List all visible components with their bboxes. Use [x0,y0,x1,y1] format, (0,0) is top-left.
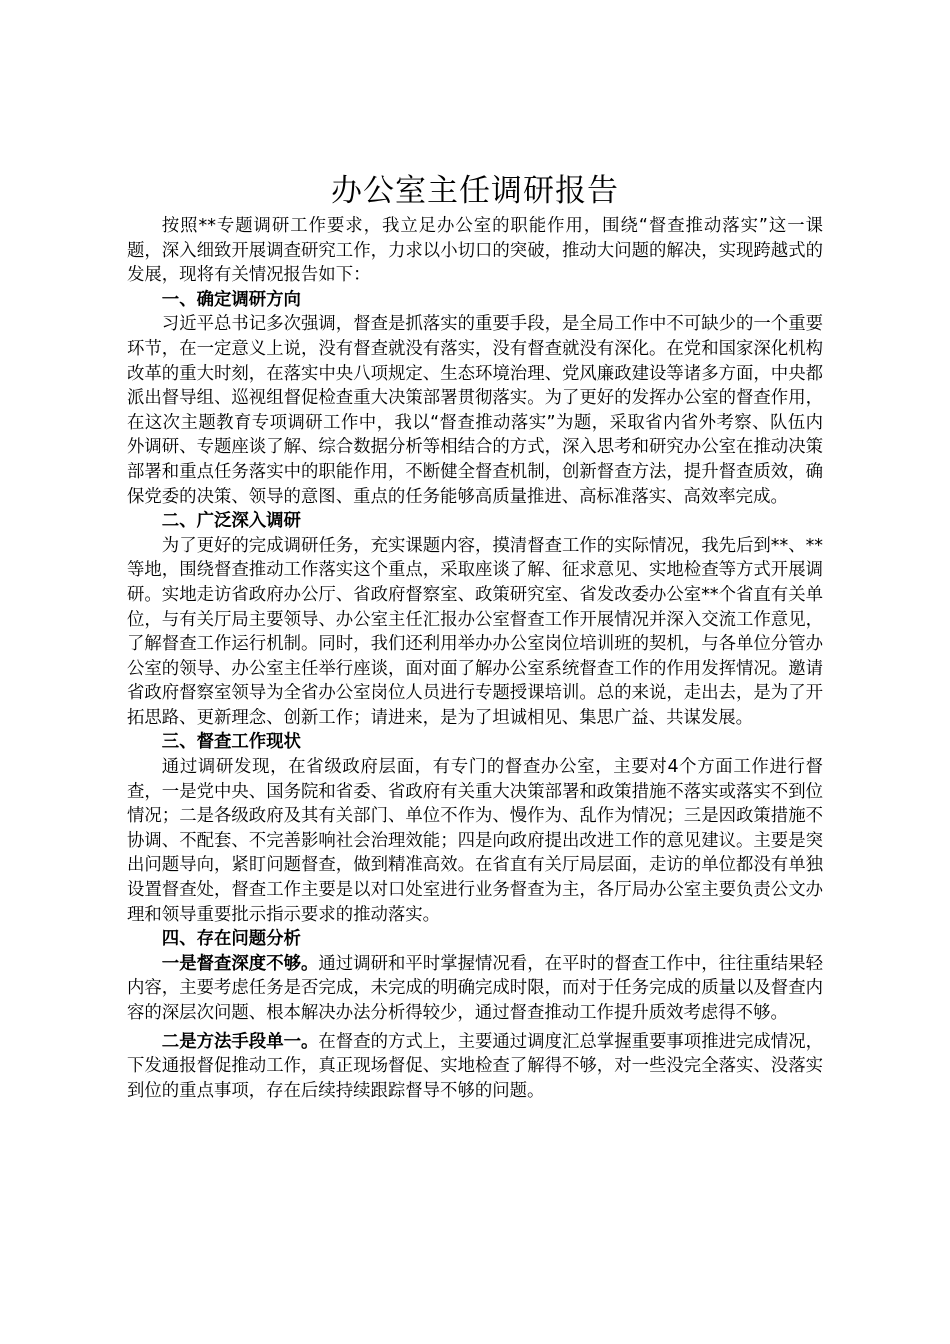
section-2 [127,509,823,730]
problem-text: 在督查的方式上，主要通过调度汇总掌握重要事项推进完成情况，下发通报督促推动工作，真正现场督促、实地检查了解得不够，对一些没完全落实、没落实到位的重点事项，存在后续持续跟踪督导不够的问题。 [127,1031,823,1101]
section-heading: 二、广泛深入调研 [161,511,301,532]
document-page [127,168,823,1103]
section-heading: 一、确定调研方向 [161,289,301,310]
section-paragraph: 习近平总书记多次强调，督查是抓落实的重要手段，是全局工作中不可缺少的一个重要环节，在一定意义上说，没有督查就没有落实，没有督查就没有深化。在党和国家深化机构改革的重大时刻，在落实中央八项规定、生态环境治理、党风廉政建设等诸多方面，中央都派出督导组、巡视组督促检查重大决策部署贯彻落实。为了更好的发挥办公室的督查作用，在这次主题教育专项调研工作中，我以“督查推动落实”为题，采取省内省外考察、队伍内外调研、专题座谈了解、综合数据分析等相结合的方式，深入思考和研究办公室在推动决策部署和重点任务落实中的职能作用，不断健全督查机制，创新督查方法，提升督查质效，确保党委的决策、领导的意图、重点的任务能够高质量推进、高标准落实、高效率完成。 [127,314,823,507]
section-4 [127,927,823,1103]
problem-lead: 一是督查深度不够。 [161,953,319,974]
problem-item [127,1030,823,1104]
section-heading: 四、存在问题分析 [161,929,301,950]
section-paragraph: 为了更好的完成调研任务，充实课题内容，摸清督查工作的实际情况，我先后到**、**等地，围绕督查推动工作落实这个重点，采取座谈了解、征求意见、实地检查等方式开展调研。实地走访省政府办公厅、省政府督察室、政策研究室、省发改委办公室**个省直有关单位，与有关厅局主要领导、办公室主任汇报办公室督查工作开展情况并深入交流工作意见，了解督查工作运行机制。同时，我们还利用举办办公室岗位培训班的契机，与各单位分管办公室的领导、办公室主任举行座谈，面对面了解办公室系统督查工作的作用发挥情况。邀请省政府督察室领导为全省办公室岗位人员进行专题授课培训。总的来说，走出去，是为了开拓思路、更新理念、创新工作；请进来，是为了坦诚相见、集思广益、共谋发展。 [127,535,823,728]
document-title: 办公室主任调研报告 [331,173,619,209]
section-heading: 三、督查工作现状 [161,732,301,753]
section-3 [127,730,823,927]
problem-text: 通过调研和平时掌握情况看，在平时的督查工作中，往往重结果轻内容，主要考虑任务是否完成，未完成的明确完成时限，而对于任务完成的质量以及督查内容的深层次问题、根本解决办法分析得较少，通过督查推动工作提升质效考虑得不够。 [127,953,823,1023]
problem-item [127,952,823,1026]
section-1 [127,288,823,509]
section-paragraph: 通过调研发现，在省级政府层面，有专门的督查办公室，主要对4个方面工作进行督查，一是党中央、国务院和省委、省政府有关重大决策部署和政策措施不落实或落实不到位情况；二是各级政府及其有关部门、单位不作为、慢作为、乱作为情况；三是因政策措施不协调、不配套、不完善影响社会治理效能；四是向政府提出改进工作的意见建议。主要是突出问题导向，紧盯问题督查，做到精准高效。在省直有关厅局层面，走访的单位都没有单独设置督查处，督查工作主要是以对口处室进行业务督查为主，各厅局办公室主要负责公文办理和领导重要批示指示要求的推动落实。 [127,757,823,925]
intro-paragraph: 按照**专题调研工作要求，我立足办公室的职能作用，围绕“督查推动落实”这一课题，深入细致开展调查研究工作，力求以小切口的突破，推动大问题的解决，实现跨越式的发展，现将有关情况报告如下： [127,216,823,286]
problem-lead: 二是方法手段单一。 [161,1031,319,1052]
